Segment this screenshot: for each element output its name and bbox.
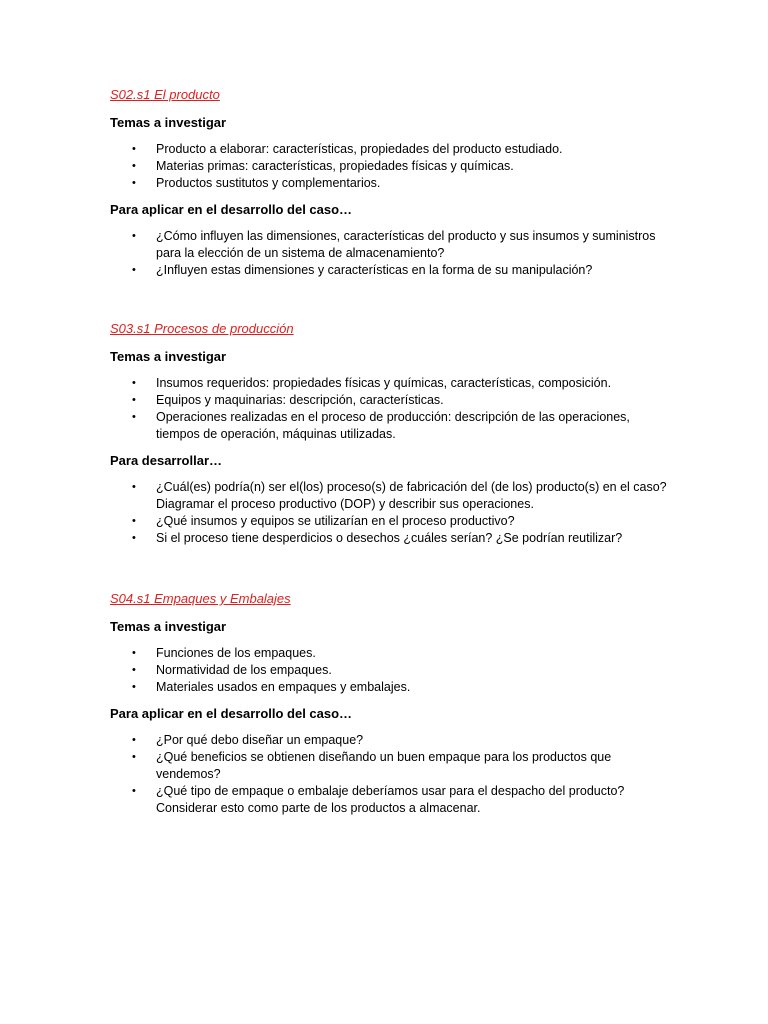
list-item: • Funciones de los empaques.: [132, 646, 316, 660]
list-item: • Insumos requeridos: propiedades físicas y químicas, características, composición.: [132, 376, 612, 390]
list-item: • ¿Cómo influyen las dimensiones, características del producto y sus insumos y suministros para la elección de un sistema de almacenamiento?: [132, 229, 656, 260]
list-item: • Si el proceso tiene desperdicios o desechos ¿cuáles serían? ¿Se podrían reutilizar?: [132, 531, 623, 545]
subheading-temas: Temas a investigar: [110, 349, 227, 364]
section-empaques: [110, 591, 670, 817]
list-item: • Productos sustitutos y complementarios.: [132, 176, 381, 190]
subheading-aplicar: Para aplicar en el desarrollo del caso…: [110, 202, 353, 217]
questions-list: [110, 732, 670, 817]
subheading-temas: Temas a investigar: [110, 115, 227, 130]
list-item: • ¿Qué tipo de empaque o embalaje deberíamos usar para el despacho del producto? Considerar esto como parte de los productos a almacenar.: [132, 784, 625, 815]
list-item: • Materias primas: características, propiedades físicas y químicas.: [132, 159, 514, 173]
section-title: S02.s1 El producto: [110, 87, 220, 102]
list-item: • ¿Qué beneficios se obtienen diseñando un buen empaque para los productos que vendemos?: [132, 750, 612, 781]
section-procesos: [110, 321, 670, 547]
list-item: • ¿Influyen estas dimensiones y características en la forma de su manipulación?: [132, 263, 593, 277]
list-item: • ¿Por qué debo diseñar un empaque?: [132, 733, 364, 747]
questions-list: [110, 228, 670, 279]
section-producto: [110, 87, 670, 279]
list-item: • Equipos y maquinarias: descripción, características.: [132, 393, 444, 407]
subheading-temas: Temas a investigar: [110, 619, 227, 634]
list-item: • ¿Qué insumos y equipos se utilizarían en el proceso productivo?: [132, 514, 515, 528]
section-title: S04.s1 Empaques y Embalajes: [110, 591, 291, 606]
list-item: • Producto a elaborar: características, propiedades del producto estudiado.: [132, 142, 563, 156]
questions-list: [110, 479, 670, 547]
list-item: • Normatividad de los empaques.: [132, 663, 332, 677]
subheading-desarrollar: Para desarrollar…: [110, 453, 223, 468]
list-item: • ¿Cuál(es) podría(n) ser el(los) proceso(s) de fabricación del (de los) producto(s) en el caso? Diagramar el proceso productivo (DOP) y describir sus operaciones.: [132, 480, 667, 511]
topics-list: [110, 645, 670, 696]
list-item: • Operaciones realizadas en el proceso de producción: descripción de las operaciones, tiempos de operación, máquinas utilizadas.: [132, 410, 630, 441]
topics-list: [110, 141, 670, 192]
section-title: S03.s1 Procesos de producción: [110, 321, 294, 336]
list-item: • Materiales usados en empaques y embalajes.: [132, 680, 411, 694]
subheading-aplicar: Para aplicar en el desarrollo del caso…: [110, 706, 353, 721]
topics-list: [110, 375, 670, 443]
